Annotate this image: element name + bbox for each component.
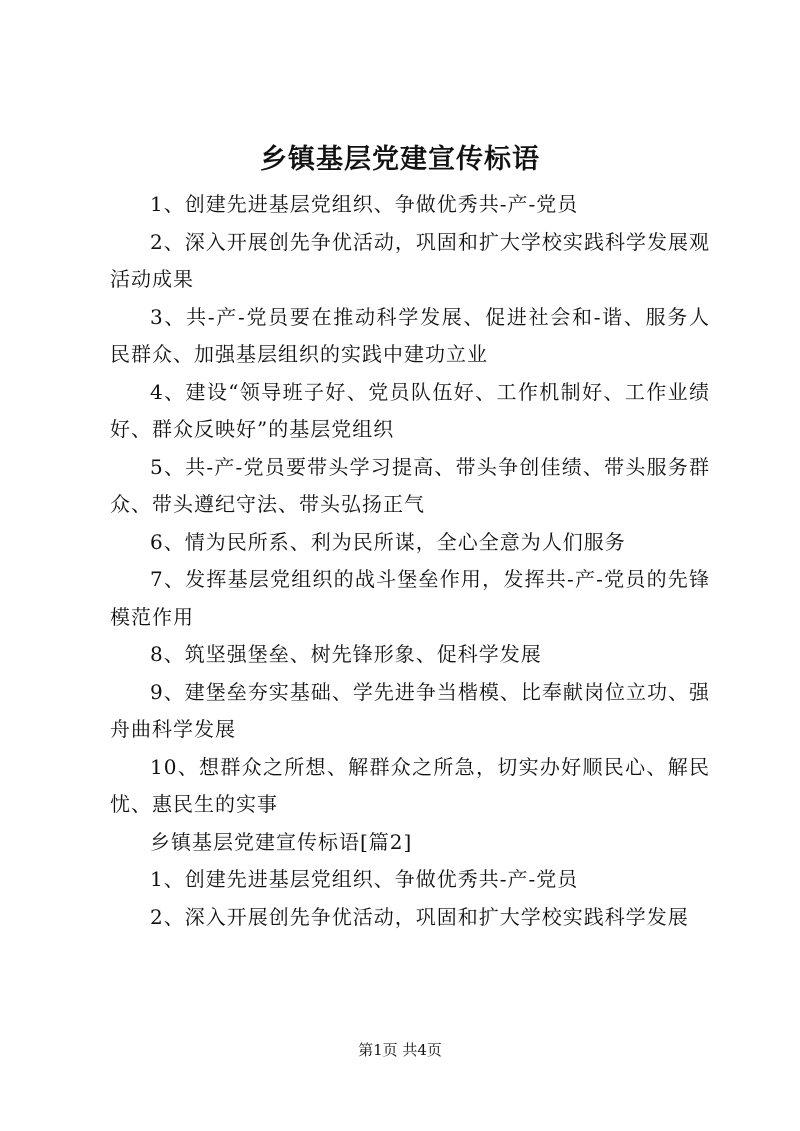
paragraph-part2-1: 1、创建先进基层党组织、争做优秀共-产-党员 [150, 867, 579, 891]
document-title: 乡镇基层党建宣传标语 [260, 144, 540, 175]
paragraph-1: 1、创建先进基层党组织、争做优秀共-产-党员 [150, 192, 579, 216]
page-number-footer: 第1页 共4页 [358, 1041, 442, 1059]
paragraph-6: 6、情为民所系、利为民所谋，全心全意为人们服务 [150, 529, 626, 554]
paragraph-8: 8、筑坚强堡垒、树先锋形象、促科学发展 [150, 642, 542, 666]
paragraph-10: 10、想群众之所想、解群众之所急，切实办好顺民心、解民忧、惠民生的实事 [110, 754, 710, 816]
paragraph-7: 7、发挥基层党组织的战斗堡垒作用，发挥共-产-党员的先锋模范作用 [110, 567, 710, 629]
paragraph-part2-2: 2、深入开展创先争优活动，巩固和扩大学校实践科学发展 [150, 904, 689, 929]
paragraph-9: 9、建堡垒夯实基础、学先进争当楷模、比奉献岗位立功、强舟曲科学发展 [110, 679, 710, 741]
paragraph-3: 3、共-产-党员要在推动科学发展、促进社会和-谐、服务人民群众、加强基层组织的实践中建功立业 [110, 304, 710, 366]
paragraph-5: 5、共-产-党员要带头学习提高、带头争创佳绩、带头服务群众、带头遵纪守法、带头弘扬正气 [110, 454, 710, 516]
paragraph-4: 4、建设“领导班子好、党员队伍好、工作机制好、工作业绩好、群众反映好”的基层党组织 [110, 379, 710, 441]
document-body [110, 186, 710, 936]
section-heading-part-2: 乡镇基层党建宣传标语[篇2] [150, 829, 413, 854]
paragraph-2: 2、深入开展创先争优活动，巩固和扩大学校实践科学发展观活动成果 [110, 229, 710, 291]
